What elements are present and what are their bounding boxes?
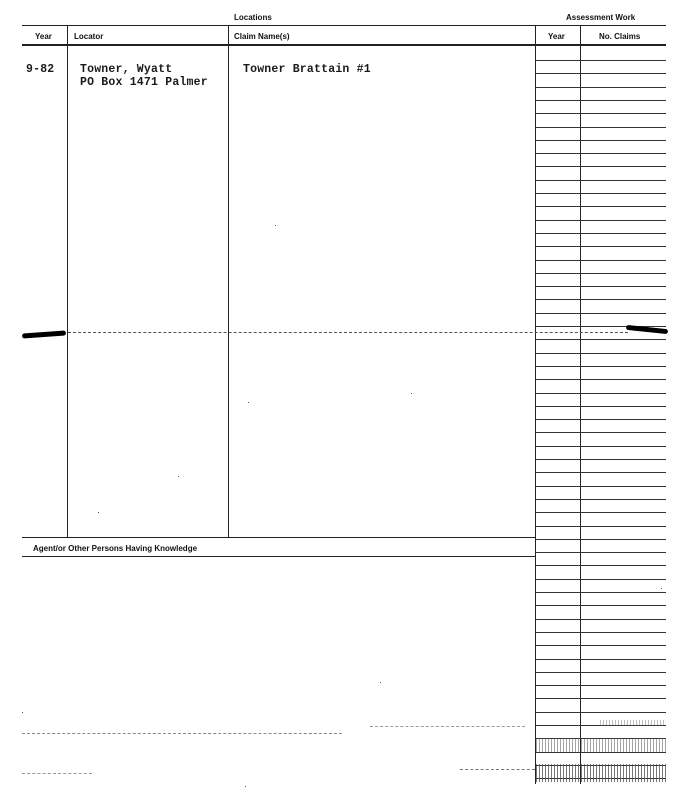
- assessment-rule: [536, 632, 666, 633]
- col-header-no-claims: No. Claims: [599, 32, 641, 41]
- assessment-rule: [536, 100, 666, 101]
- entry-locator-address: PO Box 1471 Palmer: [80, 76, 208, 89]
- assessment-work-header: Assessment Work: [566, 13, 636, 22]
- assessment-rule: [536, 87, 666, 88]
- assessment-rule: [536, 419, 666, 420]
- assessment-rule: [536, 153, 666, 154]
- assessment-rule: [536, 60, 666, 61]
- assessment-rule: [536, 698, 666, 699]
- assessment-rule: [536, 645, 666, 646]
- speck: [411, 393, 412, 394]
- entry-claim-name: Towner Brattain #1: [243, 63, 371, 76]
- assessment-rule: [536, 127, 666, 128]
- assessment-rule: [536, 206, 666, 207]
- scan-artifact-line-1: [22, 733, 342, 735]
- assessment-rule: [536, 220, 666, 221]
- assessment-rule: [536, 260, 666, 261]
- speck: [248, 402, 249, 403]
- scan-artifact-line-3: [460, 769, 535, 771]
- scan-noise-2: [536, 764, 666, 782]
- header-top-rule: [22, 25, 666, 26]
- divider-year-locator: [67, 25, 68, 537]
- assessment-rule: [536, 233, 666, 234]
- assessment-rule: [536, 619, 666, 620]
- divider-locator-claims: [228, 25, 229, 537]
- assessment-rule: [536, 752, 666, 753]
- scan-artifact-line-4: [22, 773, 92, 775]
- assessment-rule: [536, 459, 666, 460]
- scan-noise-3: [600, 720, 666, 726]
- assessment-rule: [536, 246, 666, 247]
- assessment-rule: [536, 685, 666, 686]
- assessment-rule: [536, 339, 666, 340]
- assessment-rule: [536, 379, 666, 380]
- assessment-rule: [536, 432, 666, 433]
- assessment-rule: [536, 592, 666, 593]
- locations-header: Locations: [234, 13, 272, 22]
- assessment-rule: [536, 446, 666, 447]
- assessment-rule: [536, 672, 666, 673]
- speck: [245, 786, 246, 787]
- assessment-rule: [536, 193, 666, 194]
- speck: [275, 225, 276, 226]
- assessment-rule: [536, 539, 666, 540]
- assessment-rule: [536, 406, 666, 407]
- assessment-rule: [536, 366, 666, 367]
- assessment-rule: [536, 512, 666, 513]
- assessment-rule: [536, 180, 666, 181]
- assessment-rule: [536, 73, 666, 74]
- speck: [380, 682, 381, 683]
- speck: [178, 476, 179, 477]
- assessment-rule: [536, 113, 666, 114]
- agent-section-label: Agent/or Other Persons Having Knowledge: [33, 544, 198, 553]
- speck: [98, 512, 99, 513]
- assessment-rule: [536, 659, 666, 660]
- col-header-claim-names: Claim Name(s): [234, 32, 290, 41]
- marker-smudge-left: [22, 330, 66, 338]
- assessment-rule: [536, 353, 666, 354]
- col-header-locator: Locator: [74, 32, 104, 41]
- assessment-rule: [536, 526, 666, 527]
- assessment-rule: [536, 273, 666, 274]
- col-header-aw-year: Year: [548, 32, 565, 41]
- assessment-rule: [536, 393, 666, 394]
- header-bottom-rule: [22, 44, 666, 46]
- entry-year: 9-82: [26, 63, 55, 76]
- assessment-rule: [536, 286, 666, 287]
- scan-noise-1: [536, 738, 666, 752]
- agent-section-rule: [22, 556, 536, 557]
- assessment-rule: [536, 313, 666, 314]
- assessment-rule: [536, 486, 666, 487]
- assessment-rule: [536, 140, 666, 141]
- assessment-rule: [536, 166, 666, 167]
- assessment-rule: [536, 712, 666, 713]
- col-header-year: Year: [35, 32, 52, 41]
- assessment-rule: [536, 605, 666, 606]
- assessment-rule: [536, 579, 666, 580]
- fold-line: [68, 332, 628, 334]
- scan-artifact-line-2: [370, 726, 525, 728]
- speck: [661, 588, 662, 589]
- entry-locator-name: Towner, Wyatt: [80, 63, 173, 76]
- assessment-rule: [536, 565, 666, 566]
- assessment-rule: [536, 552, 666, 553]
- assessment-ruled-lines: [536, 49, 666, 784]
- assessment-rule: [536, 299, 666, 300]
- assessment-rule: [536, 499, 666, 500]
- assessment-rule: [536, 472, 666, 473]
- speck: [22, 712, 23, 713]
- locations-bottom-rule: [22, 537, 536, 538]
